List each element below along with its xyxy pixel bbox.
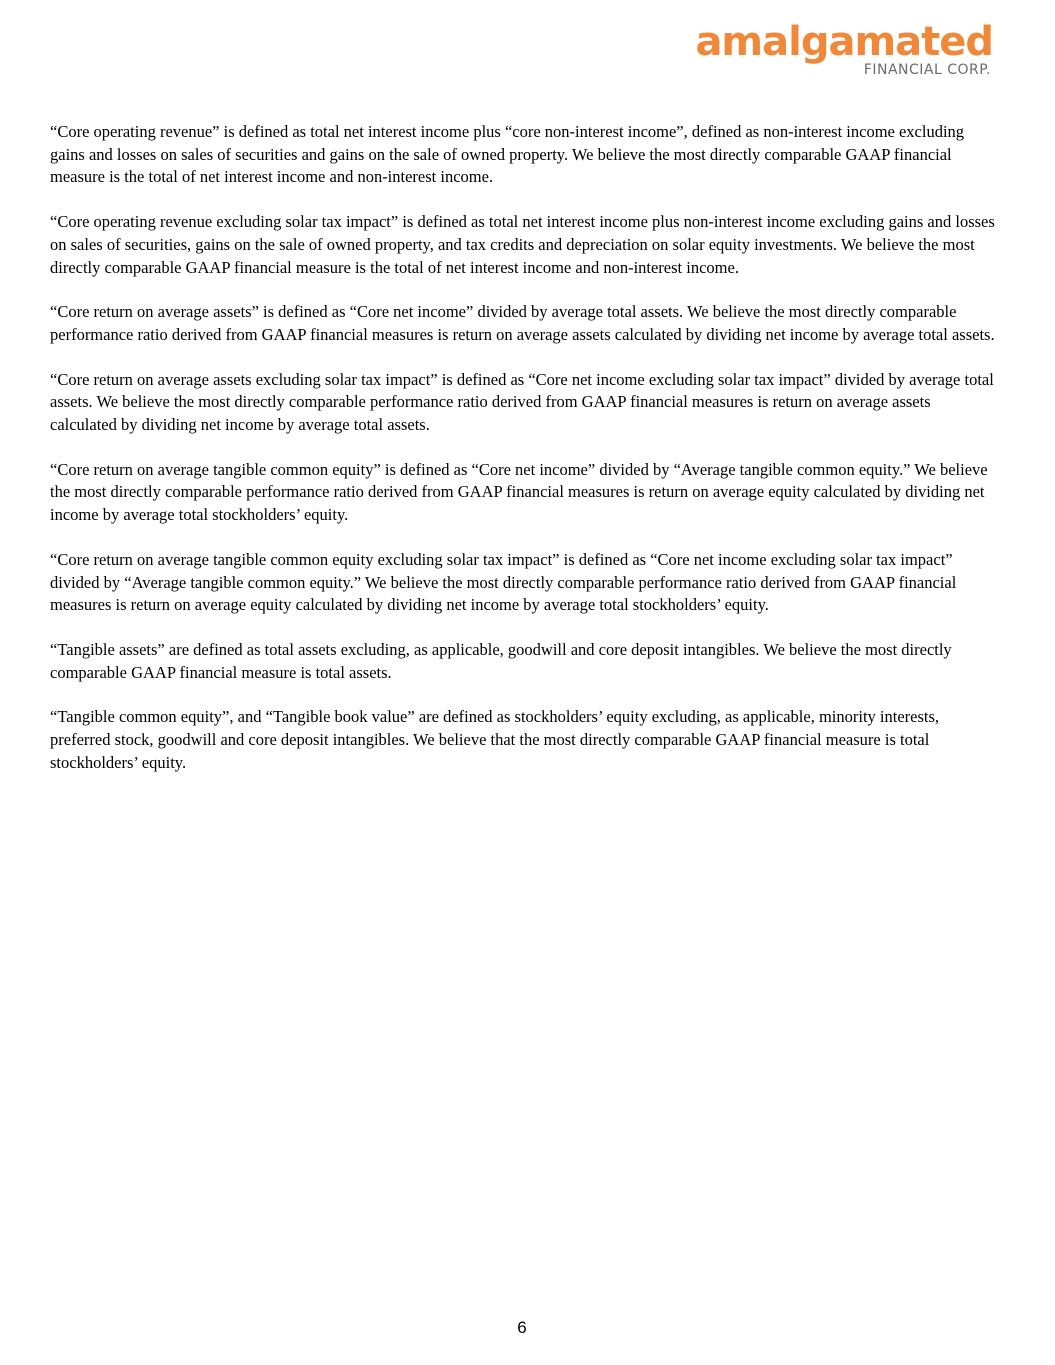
definition-tangible-common-equity: “Tangible common equity”, and “Tangible book value” are defined as stockholders’ equity excluding, as applicable, minority interests, preferred stock, goodwill and core deposit intangibles. We believe that the most directly comparable GAAP financial measure is total stockholders’ equity. — [50, 707, 940, 772]
definition-core-roaa: “Core return on average assets” is defined as “Core net income” divided by average total assets. We believe the most directly comparable performance ratio derived from GAAP financial measures is return on average assets calculated by dividing net income by average total assets. — [50, 302, 995, 344]
definition-core-operating-revenue: “Core operating revenue” is defined as total net interest income plus “core non-interest income”, defined as non-interest income excluding gains and losses on sales of securities and gains on the sale of owned property. We believe the most directly comparable GAAP financial measure is the total of net interest income and non-interest income. — [50, 122, 965, 187]
definition-core-rotce-excl-solar: “Core return on average tangible common equity excluding solar tax impact” is defined as “Core net income excluding solar tax impact” divided by “Average tangible common equity.” We believe the most directly comparable performance ratio derived from GAAP financial measures is return on average equity calculated by dividing net income by average total stockholders’ equity. — [50, 549, 957, 615]
definition-core-operating-revenue-excl-solar: “Core operating revenue excluding solar tax impact” is defined as total net interest income plus non-interest income excluding gains and losses on sales of securities, gains on the sale of owned property, and tax credits and depreciation on solar equity investments. We believe the most directly comparable GAAP financial measure is the total of net interest income and non-interest income. — [50, 212, 995, 277]
definition-core-rotce: “Core return on average tangible common equity” is defined as “Core net income” divided by “Average tangible common equity.” We believe the most directly comparable performance ratio derived from GAAP financial measures is return on average equity calculated by dividing net income by average total stockholders’ equity. — [50, 459, 988, 525]
amalgamated-logo — [695, 19, 993, 78]
definition-tangible-assets: “Tangible assets” are defined as total assets excluding, as applicable, goodwill and core deposit intangibles. We believe the most directly comparable GAAP financial measure is total assets. — [50, 639, 952, 682]
definition-core-roaa-excl-solar: “Core return on average assets excluding solar tax impact” is defined as “Core net income excluding solar tax impact” divided by average total assets. We believe the most directly comparable performance ratio derived from GAAP financial measures is return on average assets calculated by dividing net income by average total assets. — [50, 369, 994, 435]
page-number: 6 — [517, 1318, 527, 1337]
logo-subtitle: FINANCIAL CORP. — [863, 62, 991, 78]
logo-wordmark: amalgamated — [695, 19, 993, 65]
definitions-body — [50, 121, 995, 796]
